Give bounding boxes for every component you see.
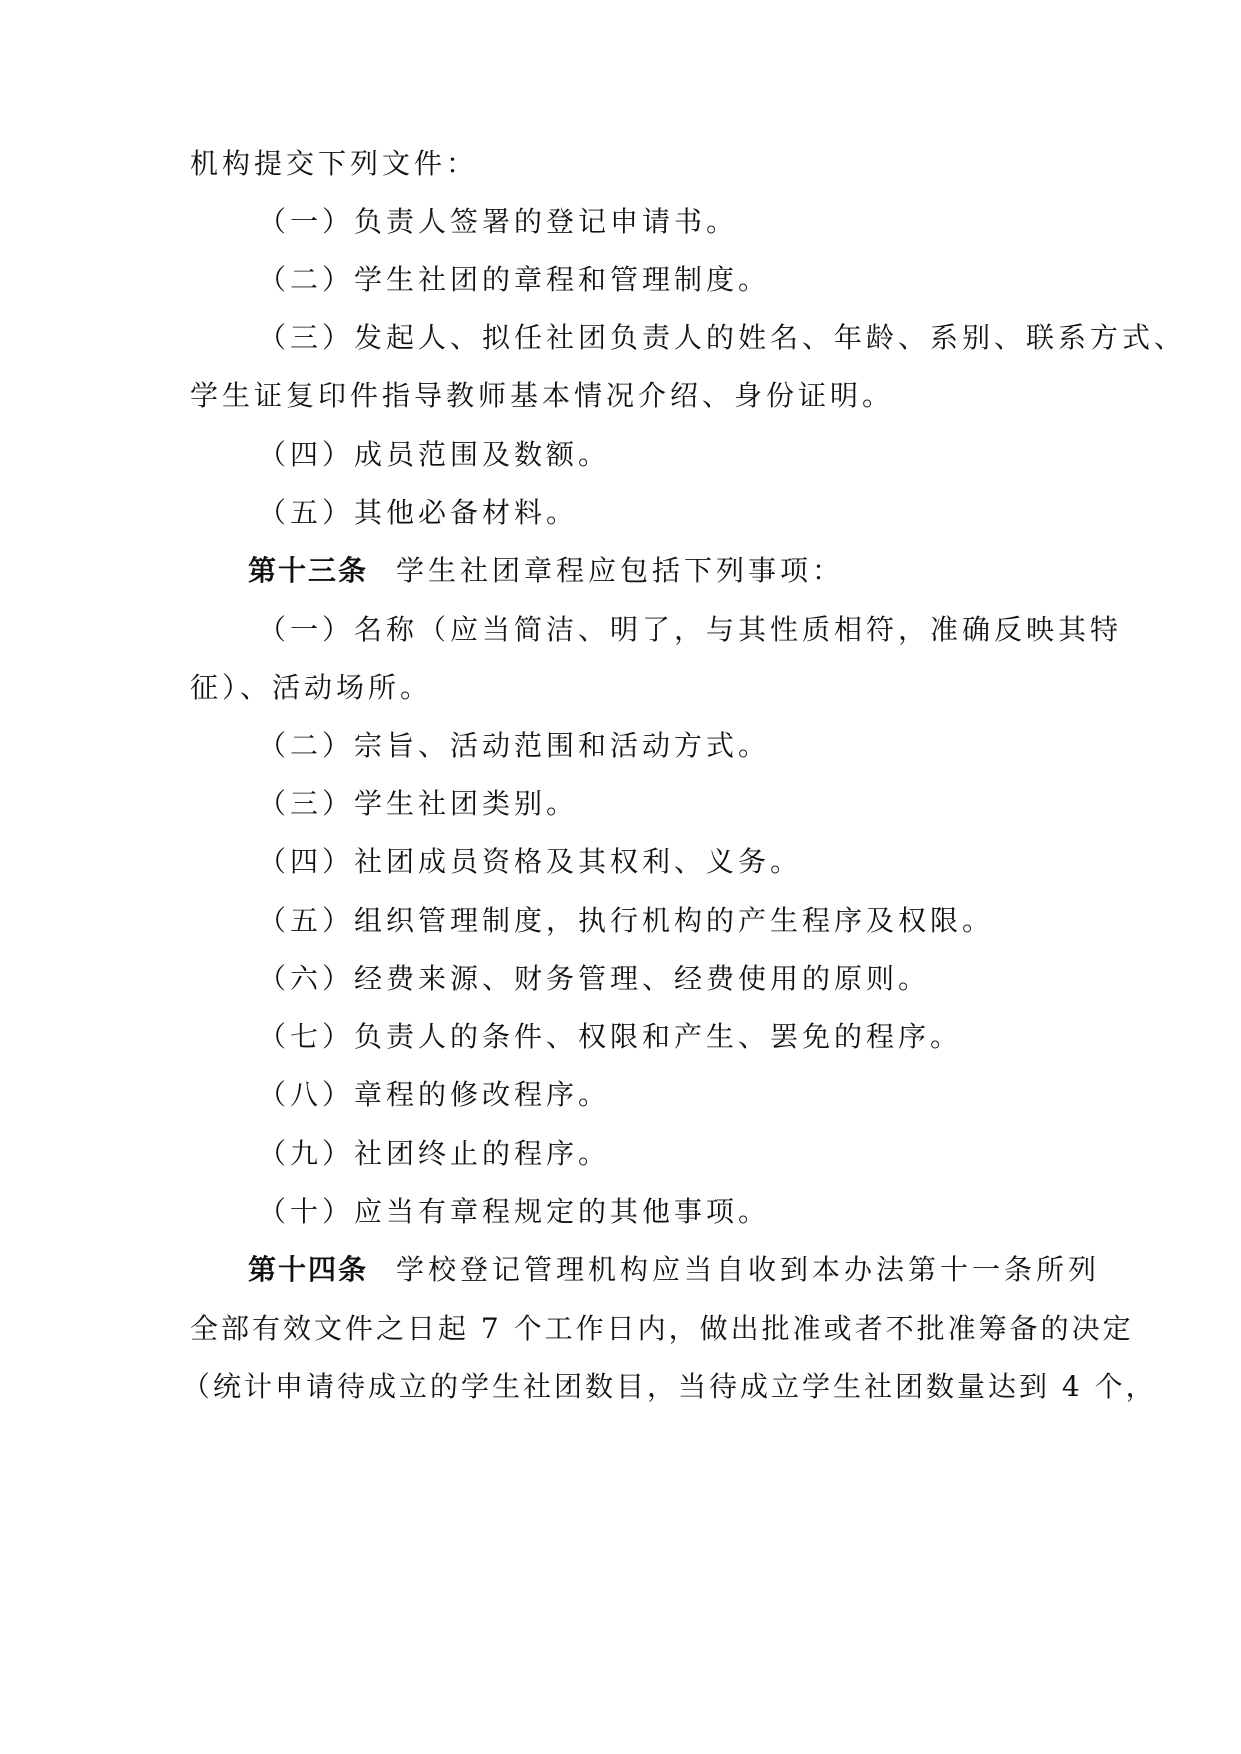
paragraph-line: （统计申请待成立的学生社团数目，当待成立学生社团数量达到 4 个，	[182, 1370, 1157, 1403]
article-heading: 第十三条	[248, 554, 369, 587]
list-item: （九）社团终止的程序。	[258, 1137, 611, 1170]
list-item: （六）经费来源、财务管理、经费使用的原则。	[258, 962, 931, 995]
article-14-line	[248, 1252, 1100, 1288]
paragraph-line: 征）、活动场所。	[190, 671, 433, 704]
list-item: （十）应当有章程规定的其他事项。	[258, 1195, 771, 1228]
article-text: 学校登记管理机构应当自收到本办法第十一条所列	[396, 1253, 1101, 1286]
list-item: （一）负责人签署的登记申请书。	[258, 205, 739, 238]
list-item: （八）章程的修改程序。	[258, 1078, 611, 1111]
list-item: （五）其他必备材料。	[258, 496, 579, 529]
article-heading: 第十四条	[248, 1253, 369, 1286]
list-item: （一）名称（应当简洁、明了，与其性质相符，准确反映其特	[258, 613, 1123, 646]
list-item: （五）组织管理制度，执行机构的产生程序及权限。	[258, 904, 995, 937]
article-text: 学生社团章程应包括下列事项：	[396, 554, 845, 587]
paragraph-line: 全部有效文件之日起 7 个工作日内，做出批准或者不批准筹备的决定	[190, 1312, 1134, 1345]
list-item: （二）学生社团的章程和管理制度。	[258, 263, 771, 296]
list-item: （三）发起人、拟任社团负责人的姓名、年龄、系别、联系方式、	[258, 321, 1187, 354]
article-13-line	[248, 553, 844, 589]
list-item: （四）社团成员资格及其权利、义务。	[258, 845, 803, 878]
list-item: （四）成员范围及数额。	[258, 438, 611, 471]
list-item: （二）宗旨、活动范围和活动方式。	[258, 729, 771, 762]
paragraph-line: 机构提交下列文件：	[190, 147, 479, 180]
list-item: （三）学生社团类别。	[258, 787, 579, 820]
paragraph-line: 学生证复印件指导教师基本情况介绍、身份证明。	[190, 379, 895, 412]
list-item: （七）负责人的条件、权限和产生、罢免的程序。	[258, 1020, 963, 1053]
